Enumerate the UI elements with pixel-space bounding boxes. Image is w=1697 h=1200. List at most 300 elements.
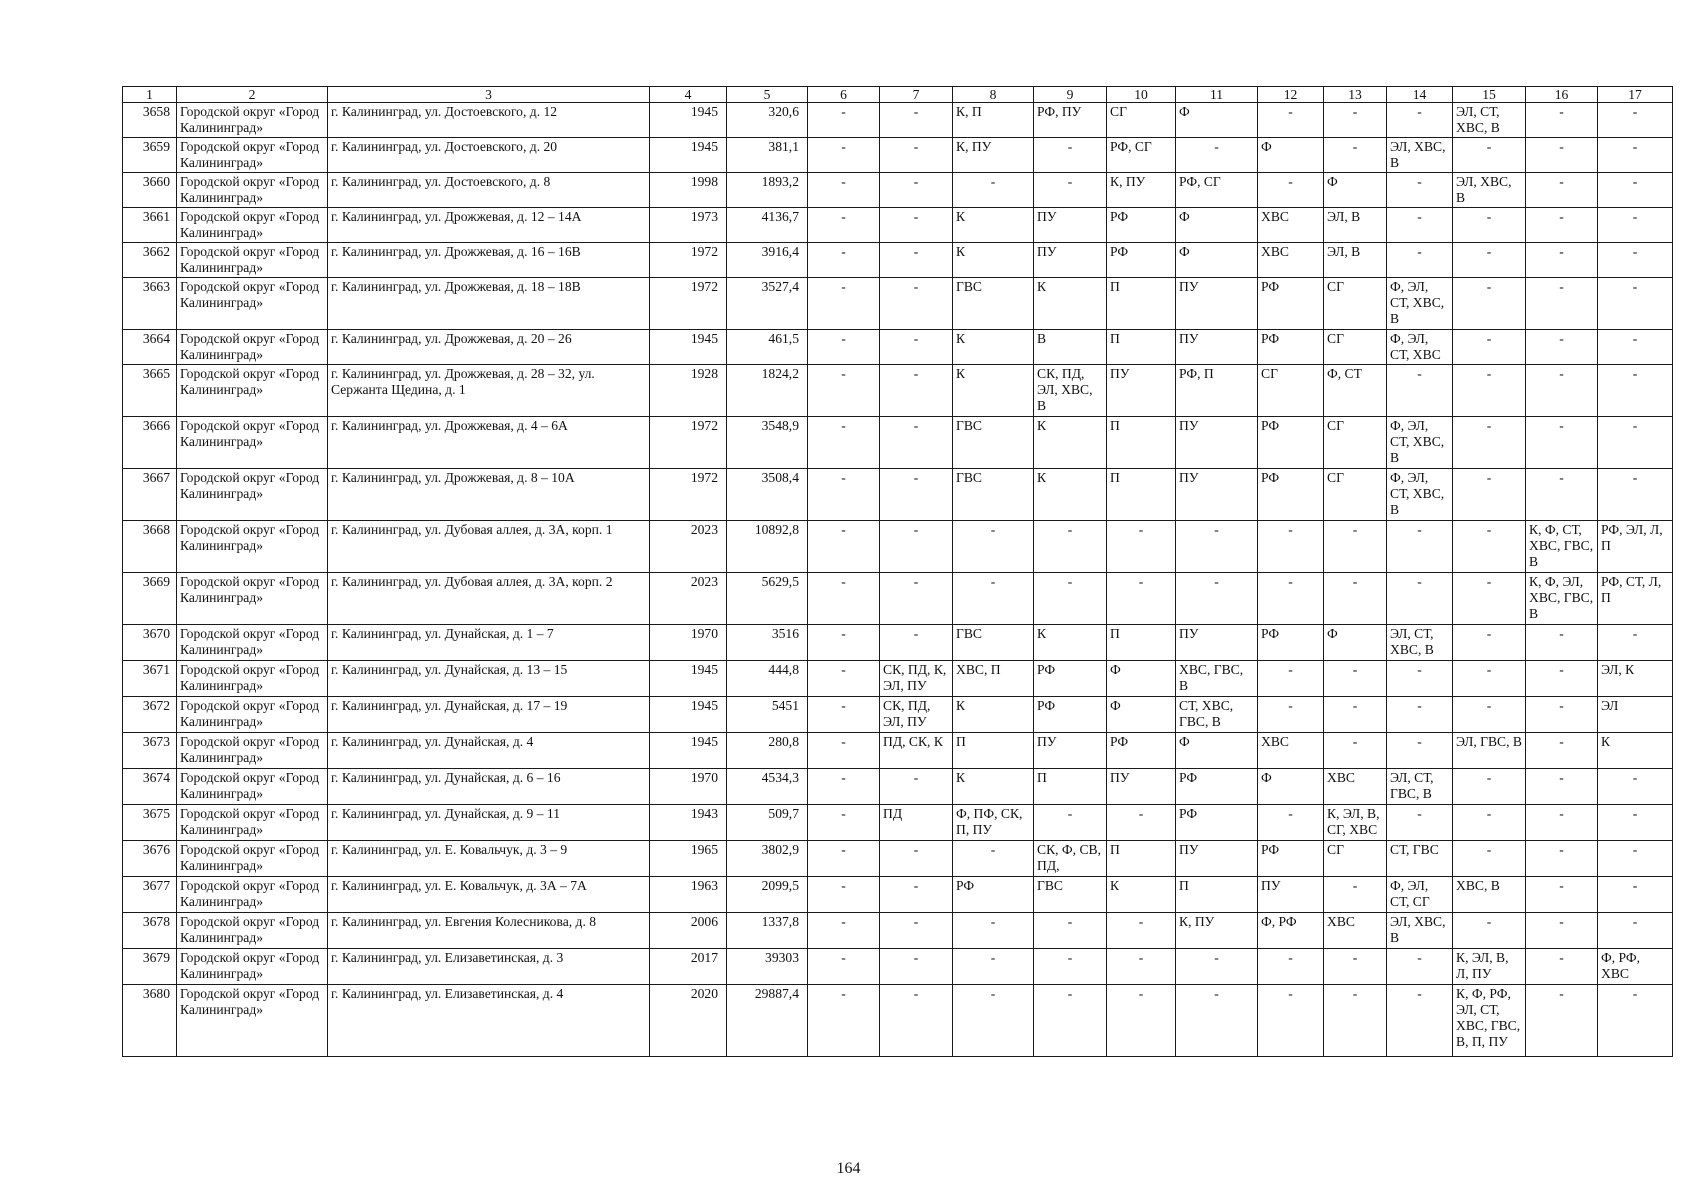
table-cell: -	[953, 985, 1034, 1057]
table-cell: -	[880, 138, 953, 173]
table-cell: -	[1034, 985, 1107, 1057]
table-cell: РФ	[1258, 841, 1324, 877]
table-cell: РФ	[1258, 625, 1324, 661]
table-cell: СК, ПД, К, ЭЛ, ПУ	[880, 661, 953, 697]
table-cell: -	[808, 138, 880, 173]
table-cell: -	[808, 625, 880, 661]
table-cell: -	[1598, 985, 1673, 1057]
table-cell: Ф, СТ	[1324, 365, 1387, 417]
table-cell: ГВС	[953, 278, 1034, 330]
table-cell: 1337,8	[727, 913, 808, 949]
table-cell: 1945	[650, 103, 727, 138]
table-cell: 1972	[650, 417, 727, 469]
table-cell: ХВС	[1258, 208, 1324, 243]
table-cell: К	[953, 697, 1034, 733]
table-cell: -	[808, 733, 880, 769]
table-cell: -	[953, 913, 1034, 949]
table-cell: РФ	[1258, 417, 1324, 469]
table-cell: -	[808, 661, 880, 697]
table-cell: 3548,9	[727, 417, 808, 469]
table-cell: -	[1598, 330, 1673, 365]
table-cell: -	[1324, 521, 1387, 573]
table-cell: П	[1107, 469, 1176, 521]
table-cell: -	[1526, 208, 1598, 243]
table-cell: -	[880, 625, 953, 661]
table-cell: -	[808, 949, 880, 985]
table-cell: 3658	[123, 103, 177, 138]
table-cell: -	[880, 985, 953, 1057]
table-cell: -	[1598, 138, 1673, 173]
table-cell: -	[953, 573, 1034, 625]
table-cell: -	[880, 330, 953, 365]
table-cell: СК, ПД, ЭЛ, ПУ	[880, 697, 953, 733]
table-cell: Ф	[1258, 769, 1324, 805]
table-cell: -	[808, 573, 880, 625]
table-cell: -	[808, 521, 880, 573]
table-cell: г. Калининград, ул. Е. Ковальчук, д. 3А – 7А	[328, 877, 650, 913]
table-cell: 3674	[123, 769, 177, 805]
table-cell: К	[1034, 278, 1107, 330]
table-cell: г. Калининград, ул. Дрожжевая, д. 16 – 16В	[328, 243, 650, 278]
table-cell: -	[1453, 805, 1526, 841]
table-cell: 4136,7	[727, 208, 808, 243]
table-cell: -	[1598, 769, 1673, 805]
register-table	[122, 86, 1673, 1057]
column-header: 14	[1387, 87, 1453, 103]
table-cell: г. Калининград, ул. Дрожжевая, д. 8 – 10А	[328, 469, 650, 521]
table-cell: П	[953, 733, 1034, 769]
table-cell: Городской округ «Город Калининград»	[177, 805, 328, 841]
table-cell: -	[953, 841, 1034, 877]
table-cell: 29887,4	[727, 985, 808, 1057]
table-row	[123, 697, 1673, 733]
table-cell: 1945	[650, 697, 727, 733]
table-cell: -	[880, 173, 953, 208]
table-cell: К	[1598, 733, 1673, 769]
table-row	[123, 138, 1673, 173]
table-cell: -	[1526, 278, 1598, 330]
table-cell: ПУ	[1258, 877, 1324, 913]
table-cell: -	[1258, 573, 1324, 625]
table-cell: -	[1526, 769, 1598, 805]
table-cell: -	[1453, 330, 1526, 365]
table-cell: г. Калининград, ул. Дубовая аллея, д. 3А, корп. 2	[328, 573, 650, 625]
table-cell: Ф	[1107, 697, 1176, 733]
table-cell: СТ, ХВС, ГВС, В	[1176, 697, 1258, 733]
table-cell: Городской округ «Город Калининград»	[177, 243, 328, 278]
table-cell: Ф, ЭЛ, СТ, СГ	[1387, 877, 1453, 913]
table-cell: -	[1324, 138, 1387, 173]
table-cell: -	[880, 521, 953, 573]
table-cell: СТ, ГВС	[1387, 841, 1453, 877]
table-cell: -	[953, 949, 1034, 985]
table-cell: К	[953, 365, 1034, 417]
table-cell: ЭЛ, ХВС, В	[1453, 173, 1526, 208]
table-cell: К	[1034, 625, 1107, 661]
table-cell: 3659	[123, 138, 177, 173]
table-cell: 320,6	[727, 103, 808, 138]
table-cell: -	[880, 365, 953, 417]
table-row	[123, 805, 1673, 841]
column-header: 3	[328, 87, 650, 103]
table-cell: 3665	[123, 365, 177, 417]
table-cell: -	[953, 173, 1034, 208]
table-cell: -	[1258, 661, 1324, 697]
table-cell: 4534,3	[727, 769, 808, 805]
table-cell: 1824,2	[727, 365, 808, 417]
table-cell: -	[808, 173, 880, 208]
table-cell: 461,5	[727, 330, 808, 365]
table-cell: -	[880, 841, 953, 877]
table-cell: 3670	[123, 625, 177, 661]
table-cell: Городской округ «Город Калининград»	[177, 208, 328, 243]
table-cell: 2006	[650, 913, 727, 949]
table-cell: -	[1107, 805, 1176, 841]
table-cell: -	[1034, 949, 1107, 985]
table-cell: Городской округ «Город Калининград»	[177, 417, 328, 469]
table-cell: Ф, ЭЛ, СТ, ХВС, В	[1387, 469, 1453, 521]
table-cell: П	[1107, 841, 1176, 877]
table-cell: -	[1387, 661, 1453, 697]
table-cell: -	[1526, 625, 1598, 661]
table-cell: 2017	[650, 949, 727, 985]
table-cell: ЭЛ, СТ, ХВС, В	[1387, 625, 1453, 661]
table-cell: РФ	[1034, 697, 1107, 733]
table-cell: 3663	[123, 278, 177, 330]
column-header: 10	[1107, 87, 1176, 103]
table-cell: -	[1526, 661, 1598, 697]
table-cell: -	[1324, 733, 1387, 769]
table-cell: -	[1526, 841, 1598, 877]
table-cell: -	[1176, 949, 1258, 985]
table-cell: ЭЛ, СТ, ХВС, В	[1453, 103, 1526, 138]
header-row	[123, 87, 1673, 103]
table-cell: Городской округ «Город Калининград»	[177, 949, 328, 985]
table-cell: -	[1387, 208, 1453, 243]
table-cell: г. Калининград, ул. Достоевского, д. 8	[328, 173, 650, 208]
table-row	[123, 985, 1673, 1057]
table-cell: Городской округ «Город Калининград»	[177, 841, 328, 877]
table-cell: РФ	[1176, 769, 1258, 805]
table-cell: 3802,9	[727, 841, 808, 877]
table-cell: 1972	[650, 278, 727, 330]
table-cell: 3660	[123, 173, 177, 208]
table-cell: -	[1526, 417, 1598, 469]
table-cell: 3673	[123, 733, 177, 769]
table-cell: -	[1598, 625, 1673, 661]
table-cell: РФ	[1034, 661, 1107, 697]
table-cell: СГ	[1324, 278, 1387, 330]
table-cell: -	[1453, 769, 1526, 805]
table-cell: -	[1387, 365, 1453, 417]
table-cell: г. Калининград, ул. Евгения Колесникова, д. 8	[328, 913, 650, 949]
table-cell: 5629,5	[727, 573, 808, 625]
table-cell: -	[1598, 841, 1673, 877]
table-cell: -	[1598, 913, 1673, 949]
table-cell: 2099,5	[727, 877, 808, 913]
column-header: 8	[953, 87, 1034, 103]
table-cell: г. Калининград, ул. Дунайская, д. 17 – 19	[328, 697, 650, 733]
table-cell: -	[1526, 805, 1598, 841]
table-cell: г. Калининград, ул. Дунайская, д. 1 – 7	[328, 625, 650, 661]
table-cell: Ф, ЭЛ, СТ, ХВС, В	[1387, 278, 1453, 330]
table-cell: 1945	[650, 138, 727, 173]
table-cell: СГ	[1324, 330, 1387, 365]
table-cell: -	[880, 103, 953, 138]
table-cell: 3661	[123, 208, 177, 243]
table-cell: -	[1034, 138, 1107, 173]
table-cell: -	[1324, 697, 1387, 733]
table-cell: К	[953, 243, 1034, 278]
table-cell: Городской округ «Город Калининград»	[177, 625, 328, 661]
table-cell: 2023	[650, 573, 727, 625]
column-header: 12	[1258, 87, 1324, 103]
table-cell: 1963	[650, 877, 727, 913]
table-cell: СК, Ф, СВ, ПД,	[1034, 841, 1107, 877]
table-cell: РФ	[1258, 330, 1324, 365]
table-cell: 3677	[123, 877, 177, 913]
table-cell: -	[1387, 985, 1453, 1057]
table-cell: 5451	[727, 697, 808, 733]
table-cell: 3671	[123, 661, 177, 697]
table-cell: -	[1598, 417, 1673, 469]
table-cell: ПУ	[1176, 841, 1258, 877]
table-cell: Городской округ «Город Калининград»	[177, 173, 328, 208]
table-cell: СГ	[1324, 469, 1387, 521]
table-cell: -	[1176, 138, 1258, 173]
table-cell: -	[1526, 173, 1598, 208]
table-row	[123, 877, 1673, 913]
table-cell: -	[1387, 521, 1453, 573]
table-cell: Городской округ «Город Калининград»	[177, 278, 328, 330]
table-cell: СГ	[1107, 103, 1176, 138]
table-cell: -	[953, 521, 1034, 573]
table-cell: Ф, РФ	[1258, 913, 1324, 949]
table-cell: -	[808, 330, 880, 365]
table-cell: СГ	[1324, 417, 1387, 469]
table-cell: -	[1107, 913, 1176, 949]
table-cell: К, Ф, СТ, ХВС, ГВС, В	[1526, 521, 1598, 573]
table-cell: 3527,4	[727, 278, 808, 330]
table-row	[123, 243, 1673, 278]
table-cell: г. Калининград, ул. Дубовая аллея, д. 3А, корп. 1	[328, 521, 650, 573]
table-cell: Городской округ «Город Калининград»	[177, 103, 328, 138]
column-header: 1	[123, 87, 177, 103]
table-cell: 1965	[650, 841, 727, 877]
table-cell: 3664	[123, 330, 177, 365]
table-cell: -	[1453, 697, 1526, 733]
table-cell: ГВС	[953, 625, 1034, 661]
table-cell: ХВС, П	[953, 661, 1034, 697]
table-row	[123, 769, 1673, 805]
table-cell: К	[953, 330, 1034, 365]
table-cell: -	[1258, 805, 1324, 841]
table-cell: -	[808, 913, 880, 949]
table-cell: РФ, СГ	[1107, 138, 1176, 173]
table-cell: ХВС	[1324, 769, 1387, 805]
table-cell: -	[880, 243, 953, 278]
table-cell: -	[1526, 877, 1598, 913]
column-header: 16	[1526, 87, 1598, 103]
table-cell: ГВС	[953, 417, 1034, 469]
column-header: 7	[880, 87, 953, 103]
table-cell: -	[1107, 521, 1176, 573]
table-cell: РФ	[1176, 805, 1258, 841]
table-cell: СГ	[1258, 365, 1324, 417]
table-cell: г. Калининград, ул. Дунайская, д. 9 – 11	[328, 805, 650, 841]
table-cell: ПУ	[1176, 625, 1258, 661]
table-cell: -	[1453, 278, 1526, 330]
table-cell: ХВС	[1258, 733, 1324, 769]
table-cell: -	[1034, 805, 1107, 841]
table-cell: Ф	[1176, 243, 1258, 278]
table-cell: -	[1258, 697, 1324, 733]
table-cell: Городской округ «Город Калининград»	[177, 877, 328, 913]
table-cell: -	[1034, 521, 1107, 573]
table-cell: 1943	[650, 805, 727, 841]
table-cell: К, ЭЛ, В, СГ, ХВС	[1324, 805, 1387, 841]
table-cell: -	[1453, 469, 1526, 521]
table-cell: -	[1526, 985, 1598, 1057]
table-cell: -	[880, 949, 953, 985]
table-cell: г. Калининград, ул. Дрожжевая, д. 12 – 14А	[328, 208, 650, 243]
table-cell: -	[880, 208, 953, 243]
table-cell: 2020	[650, 985, 727, 1057]
table-cell: -	[1387, 573, 1453, 625]
table-cell: -	[1387, 805, 1453, 841]
column-header: 5	[727, 87, 808, 103]
table-cell: 3666	[123, 417, 177, 469]
table-cell: -	[1598, 365, 1673, 417]
table-cell: К	[953, 208, 1034, 243]
table-cell: 3508,4	[727, 469, 808, 521]
table-cell: -	[1598, 469, 1673, 521]
table-cell: -	[808, 769, 880, 805]
table-cell: 3668	[123, 521, 177, 573]
table-row	[123, 365, 1673, 417]
table-cell: -	[1324, 103, 1387, 138]
table-cell: 39303	[727, 949, 808, 985]
table-cell: г. Калининград, ул. Достоевского, д. 20	[328, 138, 650, 173]
table-cell: г. Калининград, ул. Дрожжевая, д. 4 – 6А	[328, 417, 650, 469]
table-cell: Ф, ЭЛ, СТ, ХВС	[1387, 330, 1453, 365]
table-cell: К, Ф, ЭЛ, ХВС, ГВС, В	[1526, 573, 1598, 625]
table-cell: -	[1453, 208, 1526, 243]
table-cell: ПУ	[1107, 769, 1176, 805]
table-cell: РФ	[1258, 469, 1324, 521]
table-cell: -	[1387, 243, 1453, 278]
table-row	[123, 103, 1673, 138]
table-cell: К, ПУ	[1107, 173, 1176, 208]
table-cell: РФ, ЭЛ, Л, П	[1598, 521, 1673, 573]
table-cell: -	[1258, 103, 1324, 138]
table-cell: -	[1387, 103, 1453, 138]
table-cell: СК, ПД, ЭЛ, ХВС, В	[1034, 365, 1107, 417]
table-cell: -	[880, 877, 953, 913]
table-cell: -	[808, 103, 880, 138]
table-cell: К, ПУ	[953, 138, 1034, 173]
table-cell: 444,8	[727, 661, 808, 697]
table-cell: -	[1258, 985, 1324, 1057]
table-cell: -	[1526, 913, 1598, 949]
table-cell: Городской округ «Город Калининград»	[177, 733, 328, 769]
table-cell: г. Калининград, ул. Дунайская, д. 13 – 15	[328, 661, 650, 697]
table-cell: -	[1598, 243, 1673, 278]
table-row	[123, 661, 1673, 697]
table-cell: ХВС, В	[1453, 877, 1526, 913]
table-cell: Ф	[1107, 661, 1176, 697]
table-cell: -	[1324, 661, 1387, 697]
table-cell: ПУ	[1176, 278, 1258, 330]
table-cell: Ф, РФ, ХВС	[1598, 949, 1673, 985]
table-cell: Ф, ПФ, СК, П, ПУ	[953, 805, 1034, 841]
table-cell: П	[1107, 417, 1176, 469]
table-cell: 1972	[650, 469, 727, 521]
table-cell: -	[1598, 173, 1673, 208]
document-sheet	[122, 86, 1672, 1057]
table-cell: В	[1034, 330, 1107, 365]
table-cell: -	[808, 697, 880, 733]
table-cell: -	[1598, 103, 1673, 138]
table-cell: Городской округ «Город Калининград»	[177, 521, 328, 573]
table-cell: -	[1258, 173, 1324, 208]
table-row	[123, 625, 1673, 661]
table-cell: 10892,8	[727, 521, 808, 573]
table-cell: -	[1387, 697, 1453, 733]
table-cell: -	[1526, 733, 1598, 769]
column-header: 4	[650, 87, 727, 103]
table-cell: Ф	[1258, 138, 1324, 173]
table-cell: Ф	[1324, 625, 1387, 661]
table-cell: П	[1107, 625, 1176, 661]
table-cell: -	[808, 243, 880, 278]
table-row	[123, 278, 1673, 330]
table-cell: К, Ф, РФ, ЭЛ, СТ, ХВС, ГВС, В, П, ПУ	[1453, 985, 1526, 1057]
table-cell: ГВС	[953, 469, 1034, 521]
table-cell: г. Калининград, ул. Достоевского, д. 12	[328, 103, 650, 138]
table-cell: -	[1453, 243, 1526, 278]
table-cell: -	[880, 769, 953, 805]
table-cell: 3675	[123, 805, 177, 841]
table-cell: 3679	[123, 949, 177, 985]
table-cell: 1970	[650, 625, 727, 661]
table-cell: -	[1387, 733, 1453, 769]
table-cell: -	[1526, 697, 1598, 733]
table-cell: ЭЛ, В	[1324, 208, 1387, 243]
table-cell: -	[1598, 278, 1673, 330]
table-cell: РФ, П	[1176, 365, 1258, 417]
table-row	[123, 913, 1673, 949]
table-cell: -	[1598, 877, 1673, 913]
table-cell: РФ	[1107, 208, 1176, 243]
table-cell: г. Калининград, ул. Дрожжевая, д. 28 – 32, ул. Сержанта Щедина, д. 1	[328, 365, 650, 417]
table-cell: РФ, ПУ	[1034, 103, 1107, 138]
table-cell: ЭЛ, СТ, ГВС, В	[1387, 769, 1453, 805]
table-cell: -	[1107, 985, 1176, 1057]
table-cell: ЭЛ, В	[1324, 243, 1387, 278]
table-cell: г. Калининград, ул. Елизаветинская, д. 3	[328, 949, 650, 985]
table-cell: 3672	[123, 697, 177, 733]
table-cell: ЭЛ	[1598, 697, 1673, 733]
table-cell: 3667	[123, 469, 177, 521]
table-cell: РФ	[1107, 243, 1176, 278]
table-cell: 1945	[650, 661, 727, 697]
table-cell: -	[1453, 661, 1526, 697]
table-cell: Городской округ «Город Калининград»	[177, 985, 328, 1057]
column-header: 6	[808, 87, 880, 103]
table-cell: -	[1324, 985, 1387, 1057]
table-cell: -	[1034, 173, 1107, 208]
